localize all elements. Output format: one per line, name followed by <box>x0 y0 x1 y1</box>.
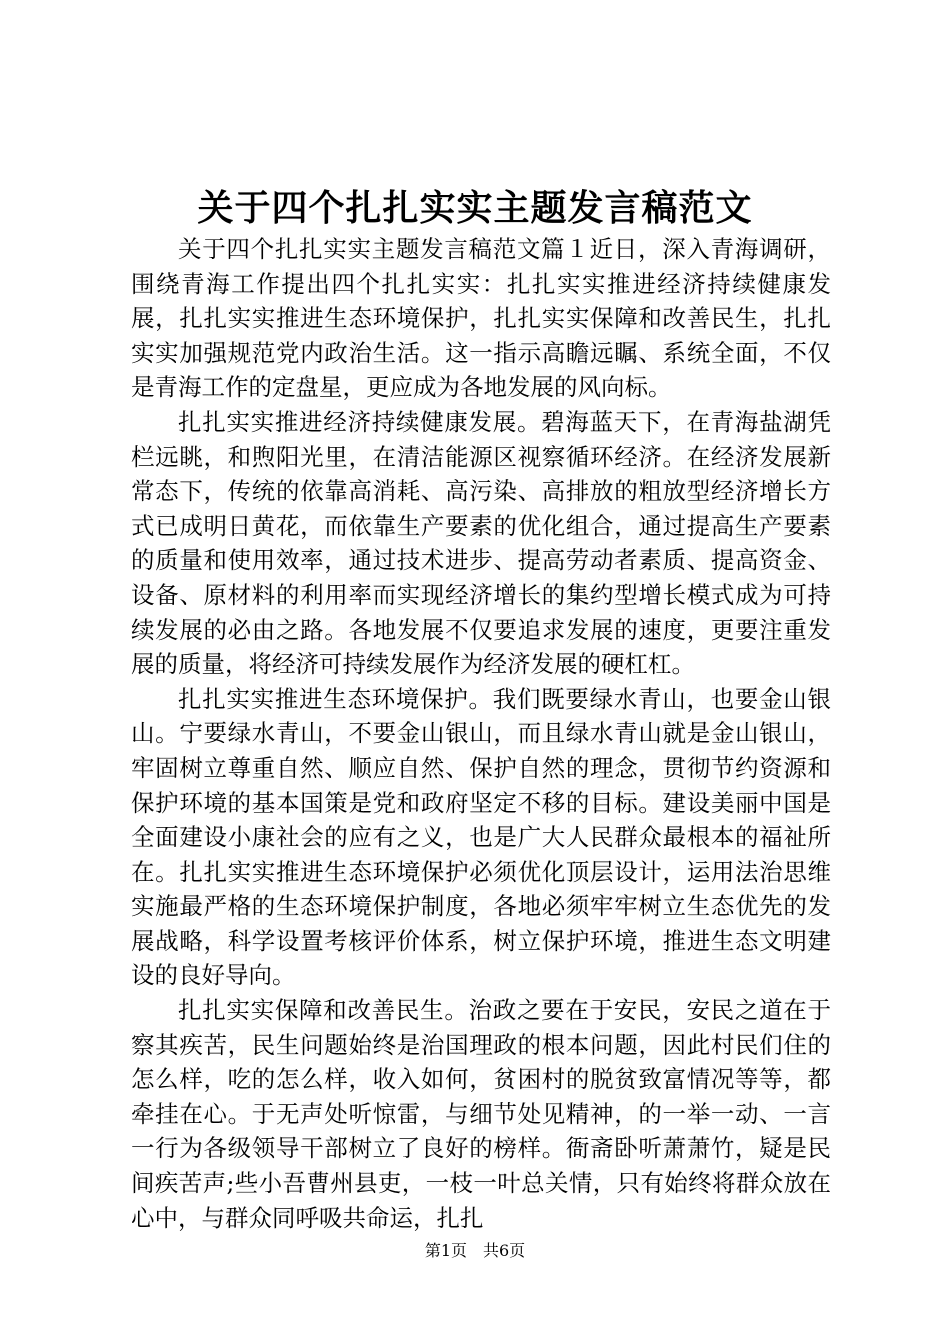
document-body <box>131 232 831 1235</box>
paragraph-ecology: 扎扎实实推进生态环境保护。我们既要绿水青山，也要金山银山。宁要绿水青山，不要金山银山，而且绿水青山就是金山银山，牢固树立尊重自然、顺应自然、保护自然的理念，贯彻节约资源和保护环境的基本国策是党和政府坚定不移的目标。建设美丽中国是全面建设小康社会的应有之义，也是广大人民群众最根本的福祉所在。扎扎实实推进生态环境保护必须优化顶层设计，运用法治思维实施最严格的生态环境保护制度，各地必须牢牢树立生态优先的发展战略，科学设置考核评价体系，树立保护环境，推进生态文明建设的良好导向。 <box>131 684 831 990</box>
paragraph-economy: 扎扎实实推进经济持续健康发展。碧海蓝天下，在青海盐湖凭栏远眺，和煦阳光里，在清洁能源区视察循环经济。在经济发展新常态下，传统的依靠高消耗、高污染、高排放的粗放型经济增长方式已成明日黄花，而依靠生产要素的优化组合，通过提高生产要素的质量和使用效率，通过技术进步、提高劳动者素质、提高资金、设备、原材料的利用率而实现经济增长的集约型增长模式成为可持续发展的必由之路。各地发展不仅要追求发展的速度，更要注重发展的质量，将经济可持续发展作为经济发展的硬杠杠。 <box>131 407 831 679</box>
paragraph-intro: 关于四个扎扎实实主题发言稿范文篇１近日，深入青海调研，围绕青海工作提出四个扎扎实实：扎扎实实推进经济持续健康发展，扎扎实实推进生态环境保护，扎扎实实保障和改善民生，扎扎实实加强规范党内政治生活。这一指示高瞻远瞩、系统全面，不仅是青海工作的定盘星，更应成为各地发展的风向标。 <box>131 235 831 402</box>
paragraph-livelihood: 扎扎实实保障和改善民生。治政之要在于安民，安民之道在于察其疾苦，民生问题始终是治国理政的根本问题，因此村民们住的怎么样，吃的怎么样，收入如何，贫困村的脱贫致富情况等等，都牵挂在心。于无声处听惊雷，与细节处见精神，的一举一动、一言一行为各级领导干部树立了良好的榜样。衙斋卧听萧萧竹，疑是民间疾苦声;些小吾曹州县吏，一枝一叶总关情，只有始终将群众放在心中，与群众同呼吸共命运，扎扎 <box>131 996 831 1232</box>
page-number-footer: 第1页 共6页 <box>424 1241 526 1260</box>
page-title: 关于四个扎扎实实主题发言稿范文 <box>197 187 753 229</box>
